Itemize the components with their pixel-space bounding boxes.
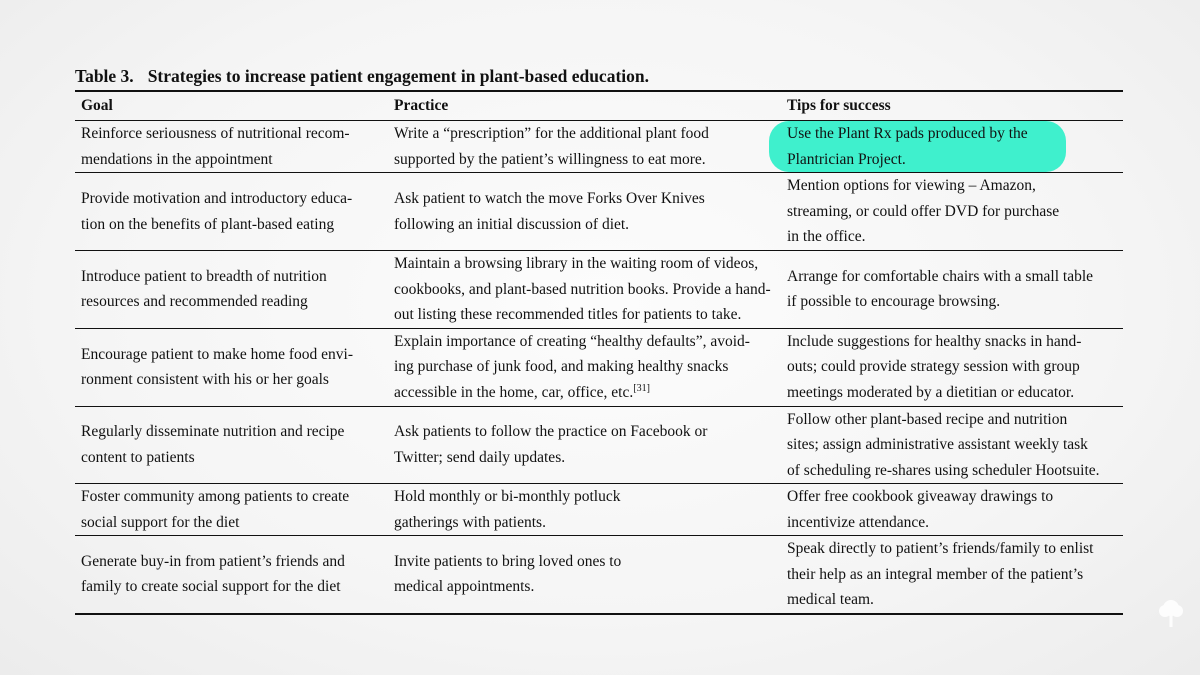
table-row — [75, 173, 1123, 251]
goal-line: mendations in the appointment — [81, 150, 273, 168]
highlighted-tip — [769, 121, 1066, 172]
goal-line: Introduce patient to breadth of nutrition — [81, 267, 327, 285]
table-row — [75, 121, 1123, 173]
tips-line: Follow other plant-based recipe and nutrition — [787, 410, 1068, 428]
practice-cell — [388, 173, 781, 251]
goal-line: Regularly disseminate nutrition and recipe — [81, 423, 345, 441]
tips-line: Plantrician Project. — [787, 150, 906, 168]
goal-line: Generate buy-in from patient’s friends and — [81, 552, 345, 570]
table-header-row — [75, 91, 1123, 121]
tips-line: outs; could provide strategy session with group — [787, 358, 1080, 376]
goal-cell — [75, 173, 388, 251]
tips-line: Speak directly to patient’s friends/family to enlist — [787, 540, 1094, 557]
tips-line: streaming, or could offer DVD for purchase — [787, 202, 1060, 220]
practice-line: Hold monthly or bi-monthly potluck — [394, 488, 621, 505]
header-tips: Tips for success — [781, 91, 1123, 121]
practice-line: Write a “prescription” for the additional plant food — [394, 125, 709, 142]
citation-ref[interactable]: [31] — [633, 382, 650, 394]
practice-line: gatherings with patients. — [394, 513, 546, 531]
goal-line: social support for the diet — [81, 513, 240, 531]
goal-cell — [75, 328, 388, 406]
document-table-figure — [75, 62, 1123, 615]
table-row — [75, 536, 1123, 614]
practice-line: Twitter; send daily updates. — [394, 448, 566, 466]
goal-line: Encourage patient to make home food envi- — [81, 345, 354, 363]
practice-cell — [388, 121, 781, 173]
header-practice: Practice — [388, 91, 781, 121]
tips-line: Offer free cookbook giveaway drawings to — [787, 488, 1054, 505]
table-caption-label: Table 3. — [75, 66, 134, 86]
tips-cell — [781, 536, 1123, 614]
tips-cell — [781, 251, 1123, 329]
table-row — [75, 251, 1123, 329]
practice-line: out listing these recommended titles for patients to take. — [394, 306, 742, 323]
practice-cell — [388, 251, 781, 329]
practice-line: supported by the patient’s willingness to eat more. — [394, 150, 706, 168]
practice-line: Invite patients to bring loved ones to — [394, 552, 622, 570]
tips-line: if possible to encourage browsing. — [787, 293, 1001, 311]
tips-line: in the office. — [787, 228, 866, 246]
goal-line: tion on the benefits of plant-based eating — [81, 215, 335, 233]
goal-cell — [75, 406, 388, 484]
tips-cell — [781, 173, 1123, 251]
table-caption — [75, 62, 1123, 90]
practice-line: ing purchase of junk food, and making healthy snacks — [394, 358, 729, 376]
goal-cell — [75, 484, 388, 536]
practice-text: accessible in the home, car, office, etc. — [394, 383, 634, 401]
goal-line: Provide motivation and introductory educa- — [81, 190, 353, 207]
goal-cell — [75, 121, 388, 173]
goal-cell — [75, 251, 388, 329]
goal-line: Reinforce seriousness of nutritional recom- — [81, 125, 350, 142]
tips-line: Arrange for comfortable chairs with a small table — [787, 267, 1094, 285]
practice-line: Maintain a browsing library in the waiting room of videos, — [394, 255, 759, 272]
header-goal: Goal — [75, 91, 388, 121]
table-row — [75, 484, 1123, 536]
tips-line: medical team. — [787, 591, 874, 608]
tips-line: of scheduling re-shares using scheduler Hootsuite. — [787, 461, 1100, 479]
practice-line: Ask patients to follow the practice on Facebook or — [394, 423, 708, 441]
practice-cell — [388, 484, 781, 536]
tips-cell — [781, 121, 1123, 173]
practice-line: Explain importance of creating “healthy defaults”, avoid- — [394, 332, 750, 350]
goal-line: Foster community among patients to create — [81, 488, 350, 505]
goal-line: family to create social support for the diet — [81, 578, 341, 596]
practice-cell — [388, 406, 781, 484]
tips-line: incentivize attendance. — [787, 513, 930, 531]
tips-cell — [781, 484, 1123, 536]
tips-cell — [781, 406, 1123, 484]
practice-line: following an initial discussion of diet. — [394, 215, 630, 233]
tips-line: Mention options for viewing – Amazon, — [787, 177, 1036, 195]
practice-cell — [388, 328, 781, 406]
tips-line: their help as an integral member of the patient’s — [787, 565, 1084, 583]
tips-line: meetings moderated by a dietitian or educator. — [787, 383, 1075, 401]
practice-line: cookbooks, and plant-based nutrition books. Provide a hand- — [394, 280, 771, 298]
table-row — [75, 328, 1123, 406]
goal-line: ronment consistent with his or her goals — [81, 371, 329, 388]
tips-line: Include suggestions for healthy snacks in hand- — [787, 332, 1082, 350]
strategies-table — [75, 90, 1123, 615]
practice-line: Ask patient to watch the move Forks Over Knives — [394, 190, 705, 207]
table-caption-text: Strategies to increase patient engagement in plant-based education. — [147, 66, 650, 86]
tips-cell — [781, 328, 1123, 406]
goal-line: resources and recommended reading — [81, 293, 308, 311]
goal-line: content to patients — [81, 448, 195, 466]
tips-line: sites; assign administrative assistant weekly task — [787, 436, 1088, 453]
tips-line: Use the Plant Rx pads produced by the — [787, 125, 1028, 142]
practice-cell — [388, 536, 781, 614]
practice-line: medical appointments. — [394, 578, 535, 596]
practice-line — [394, 380, 781, 406]
goal-cell — [75, 536, 388, 614]
table-row — [75, 406, 1123, 484]
tree-icon — [1158, 598, 1184, 628]
